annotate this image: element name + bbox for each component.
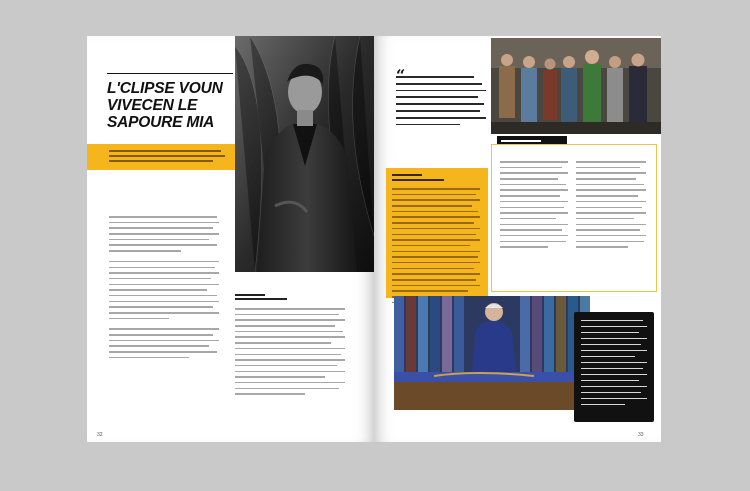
magazine-spread <box>87 36 661 442</box>
headline-line-3: SAPOURE MIA <box>107 114 215 131</box>
page-number-left: 32 <box>97 432 103 438</box>
right-page <box>374 36 661 442</box>
sidebar-text-box <box>491 144 657 292</box>
headline-rule <box>107 73 233 74</box>
headline-line-1: L'CLIPSE VOUN <box>107 80 223 97</box>
body-text-column-left <box>109 216 219 363</box>
tailor-photo <box>394 296 590 410</box>
headline <box>107 80 247 131</box>
headline-line-2: VIVECEN LE <box>107 97 198 114</box>
caption-box-dark <box>574 312 654 422</box>
subhead-left <box>235 294 295 300</box>
page-number-right: 33 <box>638 432 644 438</box>
highlight-text-box <box>386 168 488 298</box>
body-text-column-center <box>235 308 345 399</box>
portrait-photo <box>235 36 374 272</box>
left-page <box>87 36 374 442</box>
pull-quote <box>396 76 488 130</box>
shop-group-photo <box>491 38 661 134</box>
intro-highlight-band <box>87 144 235 170</box>
